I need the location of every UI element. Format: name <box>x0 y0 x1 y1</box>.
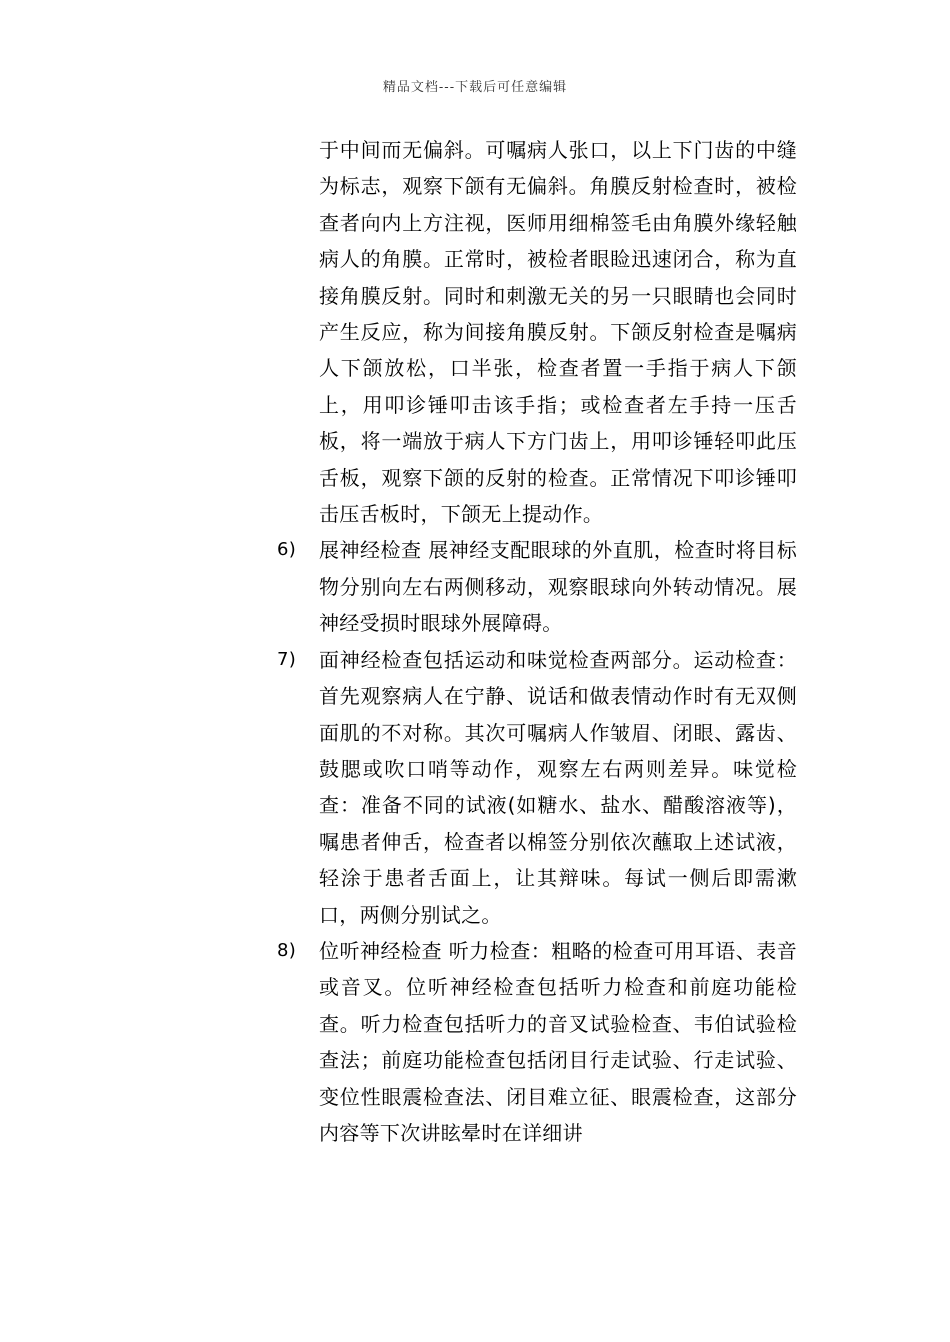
paragraph-continued <box>319 132 797 532</box>
item-number: 6) <box>277 539 297 561</box>
item-number: 8) <box>277 939 297 961</box>
paragraph-text: 于中间而无偏斜。可嘱病人张口，以上下门齿的中缝为标志，观察下颌有无偏斜。角膜反射检查时，被检查者向内上方注视，医师用细棉签毛由角膜外缘轻触病人的角膜。正常时，被检者眼睑迅速闭合，称为直接角膜反射。同时和刺激无关的另一只眼睛也会同时产生反应，称为间接角膜反射。下颌反射检查是嘱病人下颌放松，口半张，检查者置一手指于病人下颌上，用叩诊锤叩击该手指；或检查者左手持一压舌板，将一端放于病人下方门齿上，用叩诊锤轻叩此压舌板，观察下颌的反射的检查。正常情况下叩诊锤叩击压舌板时，下颌无上提动作。 <box>319 138 797 527</box>
document-body <box>0 132 950 1151</box>
paragraph-text: 面神经检查包括运动和味觉检查两部分。运动检查：首先观察病人在宁静、说话和做表情动作时有无双侧面肌的不对称。其次可嘱病人作皱眉、闭眼、露齿、鼓腮或吹口哨等动作，观察左右两则差异。味觉检查：准备不同的试液(如糖水、盐水、醋酸溶液等)，嘱患者伸舌，检查者以棉签分别依次蘸取上述试液，轻涂于患者舌面上，让其辩味。每试一侧后即需漱口，两侧分别试之。 <box>319 647 797 927</box>
paragraph-text: 展神经检查 展神经支配眼球的外直肌，检查时将目标物分别向左右两侧移动，观察眼球向外转动情况。展神经受损时眼球外展障碍。 <box>319 538 797 636</box>
paragraph-text: 位听神经检查 听力检查：粗略的检查可用耳语、表音或音叉。位听神经检查包括听力检查和前庭功能检查。听力检查包括听力的音叉试验检查、韦伯试验检查法；前庭功能检查包括闭目行走试验、行走试验、变位性眼震检查法、闭目难立征、眼震检查，这部分内容等下次讲眩晕时在详细讲 <box>319 938 797 1145</box>
page-header: 精品文档---下载后可任意编辑 <box>382 80 568 95</box>
list-item-vestibulocochlear <box>277 933 797 1151</box>
item-number: 7) <box>277 648 297 670</box>
list-item-abducens <box>277 532 797 641</box>
list-item-facial <box>277 642 797 933</box>
